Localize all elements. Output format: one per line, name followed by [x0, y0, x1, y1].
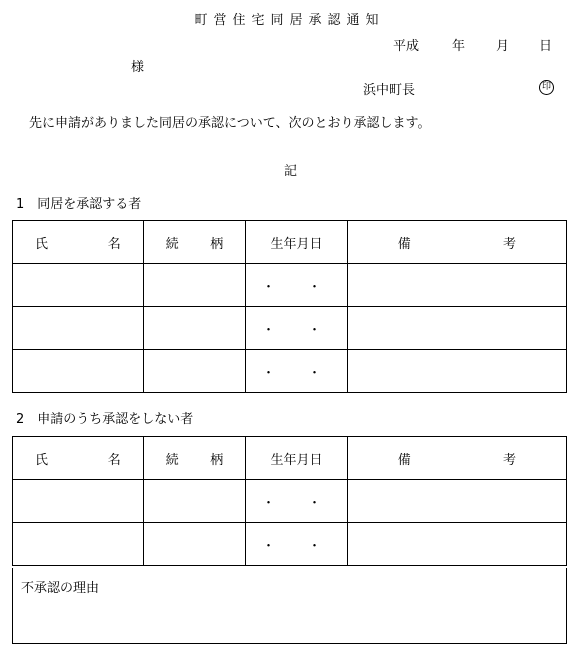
cell-birthdate[interactable]: ・ ・ — [246, 307, 348, 350]
cell-remarks[interactable] — [347, 350, 566, 393]
cell-birthdate[interactable]: ・ ・ — [246, 480, 348, 523]
rejection-reason-box[interactable] — [12, 568, 567, 644]
cell-birthdate[interactable]: ・ ・ — [246, 350, 348, 393]
table-header-row — [13, 221, 567, 264]
cell-remarks[interactable] — [347, 264, 566, 307]
cell-remarks[interactable] — [347, 307, 566, 350]
cell-relation[interactable] — [143, 480, 246, 523]
cell-name[interactable] — [13, 523, 144, 566]
header-relation: 続 柄 — [143, 437, 246, 480]
cell-relation[interactable] — [143, 350, 246, 393]
header-remarks: 備 考 — [347, 221, 566, 264]
header-relation: 続 柄 — [143, 221, 246, 264]
rejection-reason-label: 不承認の理由 — [21, 581, 100, 596]
table-row — [13, 480, 567, 523]
table-header-row — [13, 437, 567, 480]
date-day: 日 — [539, 39, 553, 54]
cell-birthdate[interactable]: ・ ・ — [246, 264, 348, 307]
section2-heading: 2 申請のうち承認をしない者 — [16, 412, 194, 427]
cell-remarks[interactable] — [347, 480, 566, 523]
cell-name[interactable] — [13, 350, 144, 393]
table-row — [13, 350, 567, 393]
rejected-persons-table — [12, 436, 567, 566]
issuer-name: 浜中町長 — [363, 83, 416, 98]
header-name: 氏 名 — [13, 221, 144, 264]
ki-heading: 記 — [284, 164, 298, 179]
header-birthdate: 生年月日 — [246, 221, 348, 264]
header-birthdate: 生年月日 — [246, 437, 348, 480]
section1-heading: 1 同居を承認する者 — [16, 197, 142, 212]
addressee-suffix: 様 — [131, 60, 145, 75]
date-era: 平成 — [393, 39, 420, 54]
approved-persons-table — [12, 220, 567, 393]
cell-remarks[interactable] — [347, 523, 566, 566]
seal-mark — [539, 78, 554, 95]
cell-relation[interactable] — [143, 307, 246, 350]
date-month: 月 — [496, 39, 510, 54]
table-row — [13, 523, 567, 566]
cell-relation[interactable] — [143, 523, 246, 566]
cell-name[interactable] — [13, 307, 144, 350]
table-row — [13, 264, 567, 307]
table-row — [13, 307, 567, 350]
header-name: 氏 名 — [13, 437, 144, 480]
document-title: 町営住宅同居承認通知 — [194, 13, 385, 28]
seal-icon: 印 — [539, 80, 554, 95]
body-text: 先に申請がありました同居の承認について、次のとおり承認します。 — [29, 116, 431, 131]
date-year: 年 — [452, 39, 466, 54]
cell-birthdate[interactable]: ・ ・ — [246, 523, 348, 566]
header-remarks: 備 考 — [347, 437, 566, 480]
cell-name[interactable] — [13, 480, 144, 523]
cell-name[interactable] — [13, 264, 144, 307]
cell-relation[interactable] — [143, 264, 246, 307]
